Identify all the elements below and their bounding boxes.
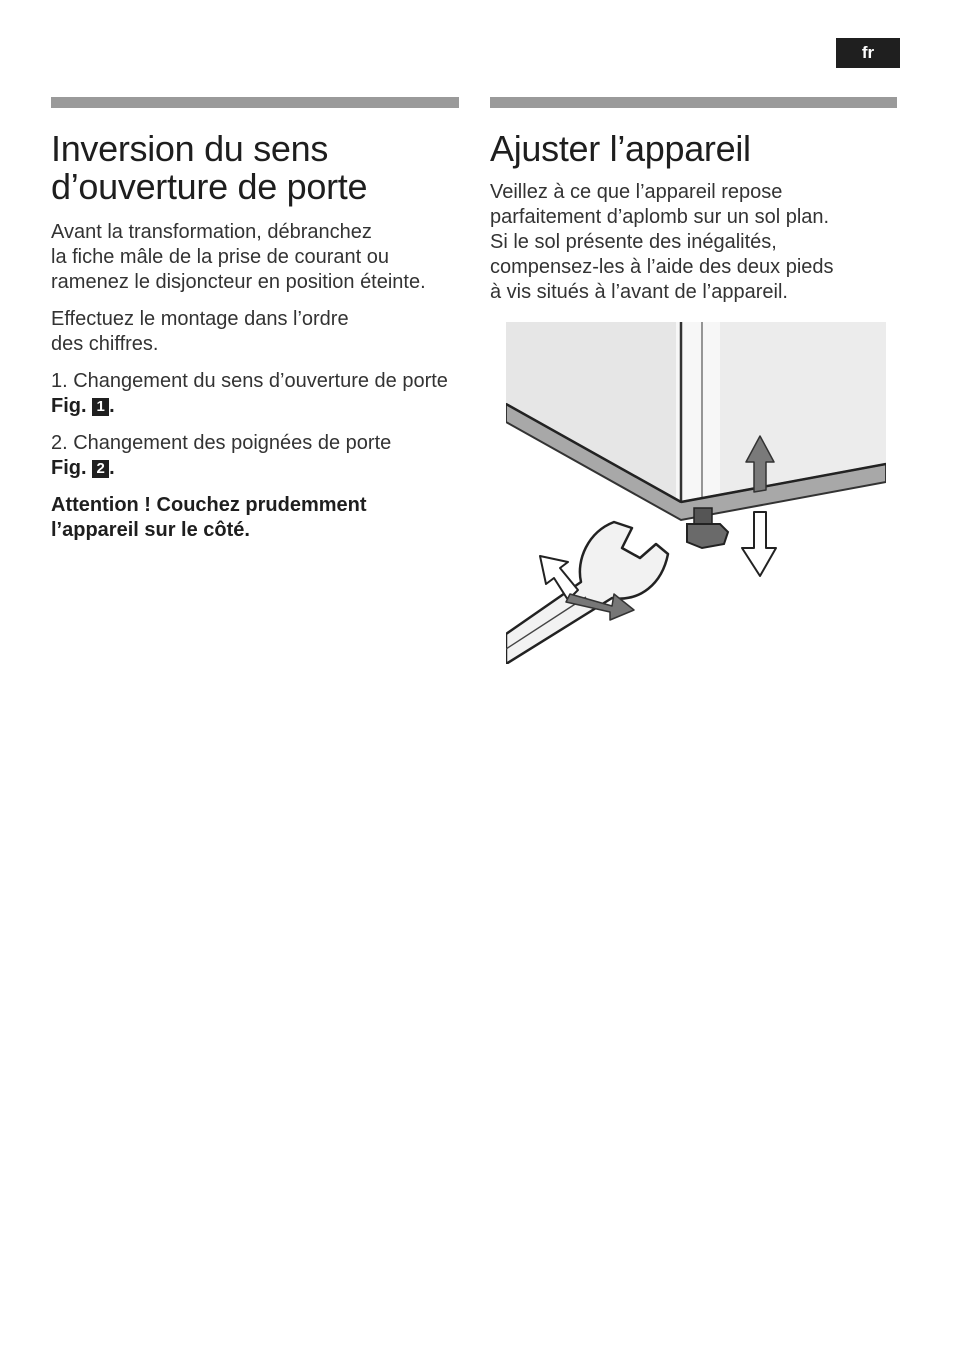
section-divider-right bbox=[490, 97, 897, 108]
unplug-instruction: Avant la transformation, débranchez la fiche mâle de la prise de courant ou ramenez le disjoncteur en position éteinte. bbox=[51, 221, 426, 293]
wrench-icon bbox=[506, 522, 668, 664]
door-reversal-section bbox=[51, 130, 466, 555]
step-1 bbox=[51, 369, 466, 419]
step-2-fig-label: Fig. bbox=[51, 457, 87, 479]
attention-warning: Attention ! Couchez prudemment l’appareil sur le côté. bbox=[51, 494, 367, 541]
door-gap bbox=[676, 322, 720, 502]
screw-foot-icon bbox=[687, 524, 728, 548]
assembly-order-instruction: Effectuez le montage dans l’ordre des chiffres. bbox=[51, 308, 349, 355]
step-2-text: 2. Changement des poignées de porte bbox=[51, 432, 392, 454]
figure-1-number: 1 bbox=[92, 398, 109, 416]
figure-2-number: 2 bbox=[92, 460, 109, 478]
appliance-side-panel bbox=[506, 322, 676, 502]
section-divider-left bbox=[51, 97, 459, 108]
step-1-text: 1. Changement du sens d’ouverture de porte bbox=[51, 370, 448, 392]
step-2 bbox=[51, 431, 466, 481]
leveling-instruction: Veillez à ce que l’appareil repose parfaitement d’aplomb sur un sol plan. Si le sol présente des inégalités, compensez-les à l’aide des deux pieds à vis situés à l’avant de l’appareil. bbox=[490, 181, 834, 303]
step-1-period: . bbox=[109, 395, 115, 417]
step-2-period: . bbox=[109, 457, 115, 479]
step-1-fig-label: Fig. bbox=[51, 395, 87, 417]
leveling-feet-illustration bbox=[506, 322, 886, 664]
lower-arrow-icon bbox=[742, 512, 776, 576]
rotate-counterclockwise-arrow-icon bbox=[540, 556, 578, 600]
section-title-adjust: Ajuster l’appareil bbox=[490, 128, 751, 169]
section-title-door-reversal: Inversion du sens d’ouverture de porte bbox=[51, 128, 368, 207]
adjust-appliance-section bbox=[490, 130, 890, 305]
language-badge: fr bbox=[836, 38, 900, 68]
